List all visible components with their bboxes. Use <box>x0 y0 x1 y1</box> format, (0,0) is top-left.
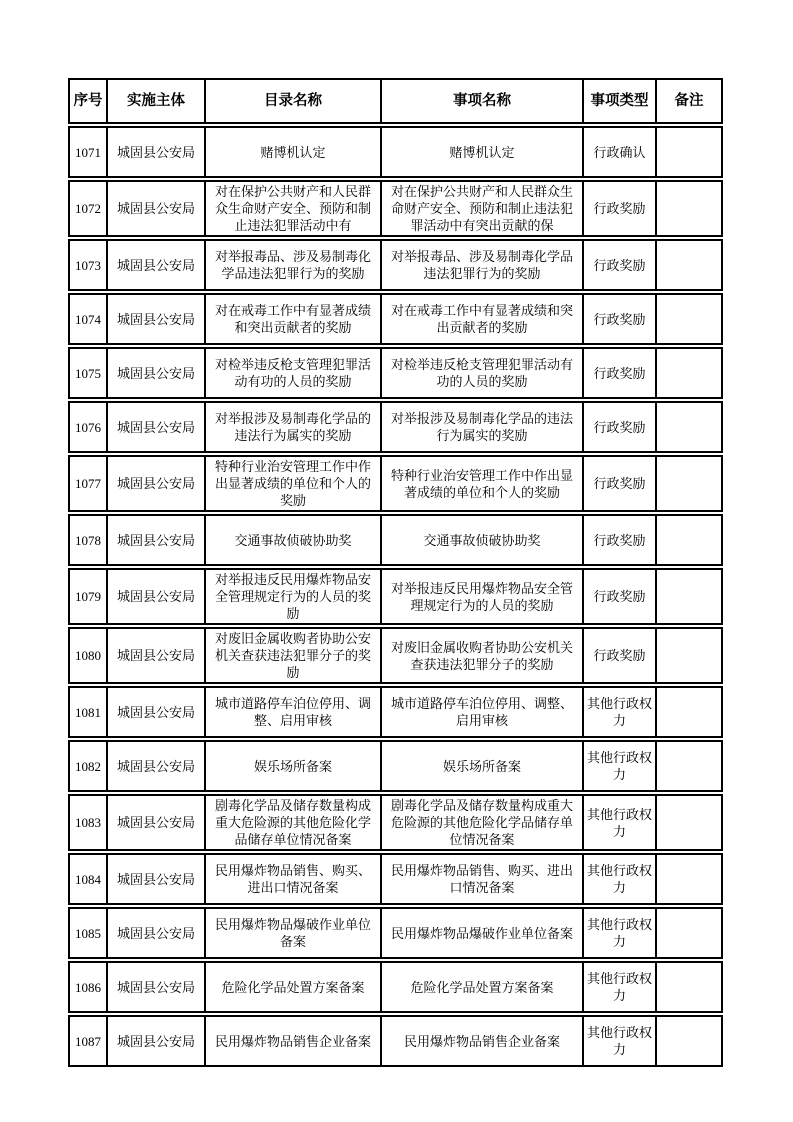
item-name-cell: 赌博机认定 <box>380 126 582 178</box>
entity-cell: 城固县公安局 <box>106 514 204 566</box>
remark-cell <box>655 568 723 625</box>
serial-number-cell: 1073 <box>68 239 106 291</box>
item-name-cell: 对在戒毒工作中有显著成绩和突出贡献者的奖励 <box>380 293 582 345</box>
catalog-name-cell: 对举报涉及易制毒化学品的违法行为属实的奖励 <box>204 401 380 453</box>
table-row <box>68 907 723 959</box>
item-type-cell: 行政奖励 <box>582 239 655 291</box>
serial-number-cell: 1076 <box>68 401 106 453</box>
item-name-cell: 民用爆炸物品销售企业备案 <box>380 1015 582 1067</box>
table-row <box>68 347 723 399</box>
catalog-name-cell: 对举报违反民用爆炸物品安全管理规定行为的人员的奖励 <box>204 568 380 625</box>
entity-cell: 城固县公安局 <box>106 907 204 959</box>
entity-cell: 城固县公安局 <box>106 568 204 625</box>
administrative-items-table <box>68 76 723 1069</box>
catalog-name-cell: 民用爆炸物品销售、购买、进出口情况备案 <box>204 853 380 905</box>
item-type-cell: 行政奖励 <box>582 180 655 237</box>
table-row <box>68 180 723 237</box>
item-type-cell: 其他行政权力 <box>582 1015 655 1067</box>
remark-cell <box>655 455 723 512</box>
remark-cell <box>655 126 723 178</box>
catalog-name-cell: 特种行业治安管理工作中作出显著成绩的单位和个人的奖励 <box>204 455 380 512</box>
item-name-cell: 对举报违反民用爆炸物品安全管理规定行为的人员的奖励 <box>380 568 582 625</box>
serial-number-cell: 1078 <box>68 514 106 566</box>
table-row <box>68 401 723 453</box>
table-header-row <box>68 78 723 124</box>
header-item-type: 事项类型 <box>582 78 655 124</box>
table-row <box>68 1015 723 1067</box>
entity-cell: 城固县公安局 <box>106 401 204 453</box>
catalog-name-cell: 对检举违反枪支管理犯罪活动有功的人员的奖励 <box>204 347 380 399</box>
entity-cell: 城固县公安局 <box>106 126 204 178</box>
catalog-name-cell: 赌博机认定 <box>204 126 380 178</box>
entity-cell: 城固县公安局 <box>106 239 204 291</box>
table-row <box>68 853 723 905</box>
table-row <box>68 514 723 566</box>
remark-cell <box>655 239 723 291</box>
item-type-cell: 其他行政权力 <box>582 794 655 851</box>
header-remark: 备注 <box>655 78 723 124</box>
item-type-cell: 其他行政权力 <box>582 740 655 792</box>
catalog-name-cell: 民用爆炸物品爆破作业单位备案 <box>204 907 380 959</box>
entity-cell: 城固县公安局 <box>106 627 204 684</box>
entity-cell: 城固县公安局 <box>106 853 204 905</box>
serial-number-cell: 1087 <box>68 1015 106 1067</box>
item-name-cell: 对废旧金属收购者协助公安机关查获违法犯罪分子的奖励 <box>380 627 582 684</box>
remark-cell <box>655 401 723 453</box>
catalog-name-cell: 城市道路停车泊位停用、调整、启用审核 <box>204 686 380 738</box>
entity-cell: 城固县公安局 <box>106 347 204 399</box>
catalog-name-cell: 对举报毒品、涉及易制毒化学品违法犯罪行为的奖励 <box>204 239 380 291</box>
serial-number-cell: 1081 <box>68 686 106 738</box>
catalog-name-cell: 剧毒化学品及储存数量构成重大危险源的其他危险化学品储存单位情况备案 <box>204 794 380 851</box>
item-name-cell: 对举报毒品、涉及易制毒化学品违法犯罪行为的奖励 <box>380 239 582 291</box>
item-type-cell: 其他行政权力 <box>582 853 655 905</box>
item-type-cell: 行政奖励 <box>582 627 655 684</box>
item-name-cell: 危险化学品处置方案备案 <box>380 961 582 1013</box>
serial-number-cell: 1085 <box>68 907 106 959</box>
serial-number-cell: 1080 <box>68 627 106 684</box>
table-row <box>68 961 723 1013</box>
item-type-cell: 行政奖励 <box>582 455 655 512</box>
serial-number-cell: 1071 <box>68 126 106 178</box>
remark-cell <box>655 514 723 566</box>
item-type-cell: 其他行政权力 <box>582 907 655 959</box>
catalog-name-cell: 对在戒毒工作中有显著成绩和突出贡献者的奖励 <box>204 293 380 345</box>
remark-cell <box>655 180 723 237</box>
header-item-name: 事项名称 <box>380 78 582 124</box>
catalog-name-cell: 对废旧金属收购者协助公安机关查获违法犯罪分子的奖励 <box>204 627 380 684</box>
item-name-cell: 特种行业治安管理工作中作出显著成绩的单位和个人的奖励 <box>380 455 582 512</box>
serial-number-cell: 1075 <box>68 347 106 399</box>
entity-cell: 城固县公安局 <box>106 961 204 1013</box>
item-name-cell: 交通事故侦破协助奖 <box>380 514 582 566</box>
item-name-cell: 剧毒化学品及储存数量构成重大危险源的其他危险化学品储存单位情况备案 <box>380 794 582 851</box>
remark-cell <box>655 740 723 792</box>
item-name-cell: 民用爆炸物品销售、购买、进出口情况备案 <box>380 853 582 905</box>
item-type-cell: 行政奖励 <box>582 293 655 345</box>
remark-cell <box>655 686 723 738</box>
entity-cell: 城固县公安局 <box>106 455 204 512</box>
item-type-cell: 行政奖励 <box>582 568 655 625</box>
item-type-cell: 行政奖励 <box>582 401 655 453</box>
entity-cell: 城固县公安局 <box>106 293 204 345</box>
serial-number-cell: 1084 <box>68 853 106 905</box>
remark-cell <box>655 1015 723 1067</box>
remark-cell <box>655 961 723 1013</box>
catalog-name-cell: 危险化学品处置方案备案 <box>204 961 380 1013</box>
table-row <box>68 568 723 625</box>
remark-cell <box>655 907 723 959</box>
item-name-cell: 城市道路停车泊位停用、调整、启用审核 <box>380 686 582 738</box>
serial-number-cell: 1083 <box>68 794 106 851</box>
item-name-cell: 对检举违反枪支管理犯罪活动有功的人员的奖励 <box>380 347 582 399</box>
item-type-cell: 行政奖励 <box>582 514 655 566</box>
catalog-name-cell: 交通事故侦破协助奖 <box>204 514 380 566</box>
header-serial-number: 序号 <box>68 78 106 124</box>
catalog-name-cell: 民用爆炸物品销售企业备案 <box>204 1015 380 1067</box>
entity-cell: 城固县公安局 <box>106 1015 204 1067</box>
remark-cell <box>655 853 723 905</box>
remark-cell <box>655 347 723 399</box>
serial-number-cell: 1077 <box>68 455 106 512</box>
table-row <box>68 455 723 512</box>
table-row <box>68 239 723 291</box>
item-name-cell: 对在保护公共财产和人民群众生命财产安全、预防和制止违法犯罪活动中有突出贡献的保 <box>380 180 582 237</box>
item-name-cell: 对举报涉及易制毒化学品的违法行为属实的奖励 <box>380 401 582 453</box>
serial-number-cell: 1072 <box>68 180 106 237</box>
serial-number-cell: 1079 <box>68 568 106 625</box>
table-row <box>68 794 723 851</box>
serial-number-cell: 1086 <box>68 961 106 1013</box>
entity-cell: 城固县公安局 <box>106 180 204 237</box>
item-type-cell: 行政奖励 <box>582 347 655 399</box>
table-row <box>68 740 723 792</box>
entity-cell: 城固县公安局 <box>106 794 204 851</box>
item-type-cell: 其他行政权力 <box>582 961 655 1013</box>
header-catalog-name: 目录名称 <box>204 78 380 124</box>
remark-cell <box>655 627 723 684</box>
item-type-cell: 行政确认 <box>582 126 655 178</box>
catalog-name-cell: 对在保护公共财产和人民群众生命财产安全、预防和制止违法犯罪活动中有 <box>204 180 380 237</box>
catalog-name-cell: 娱乐场所备案 <box>204 740 380 792</box>
serial-number-cell: 1082 <box>68 740 106 792</box>
entity-cell: 城固县公安局 <box>106 740 204 792</box>
table-row <box>68 293 723 345</box>
header-implementing-entity: 实施主体 <box>106 78 204 124</box>
item-type-cell: 其他行政权力 <box>582 686 655 738</box>
item-name-cell: 娱乐场所备案 <box>380 740 582 792</box>
remark-cell <box>655 293 723 345</box>
remark-cell <box>655 794 723 851</box>
entity-cell: 城固县公安局 <box>106 686 204 738</box>
table-row <box>68 627 723 684</box>
item-name-cell: 民用爆炸物品爆破作业单位备案 <box>380 907 582 959</box>
table-row <box>68 126 723 178</box>
serial-number-cell: 1074 <box>68 293 106 345</box>
table-row <box>68 686 723 738</box>
